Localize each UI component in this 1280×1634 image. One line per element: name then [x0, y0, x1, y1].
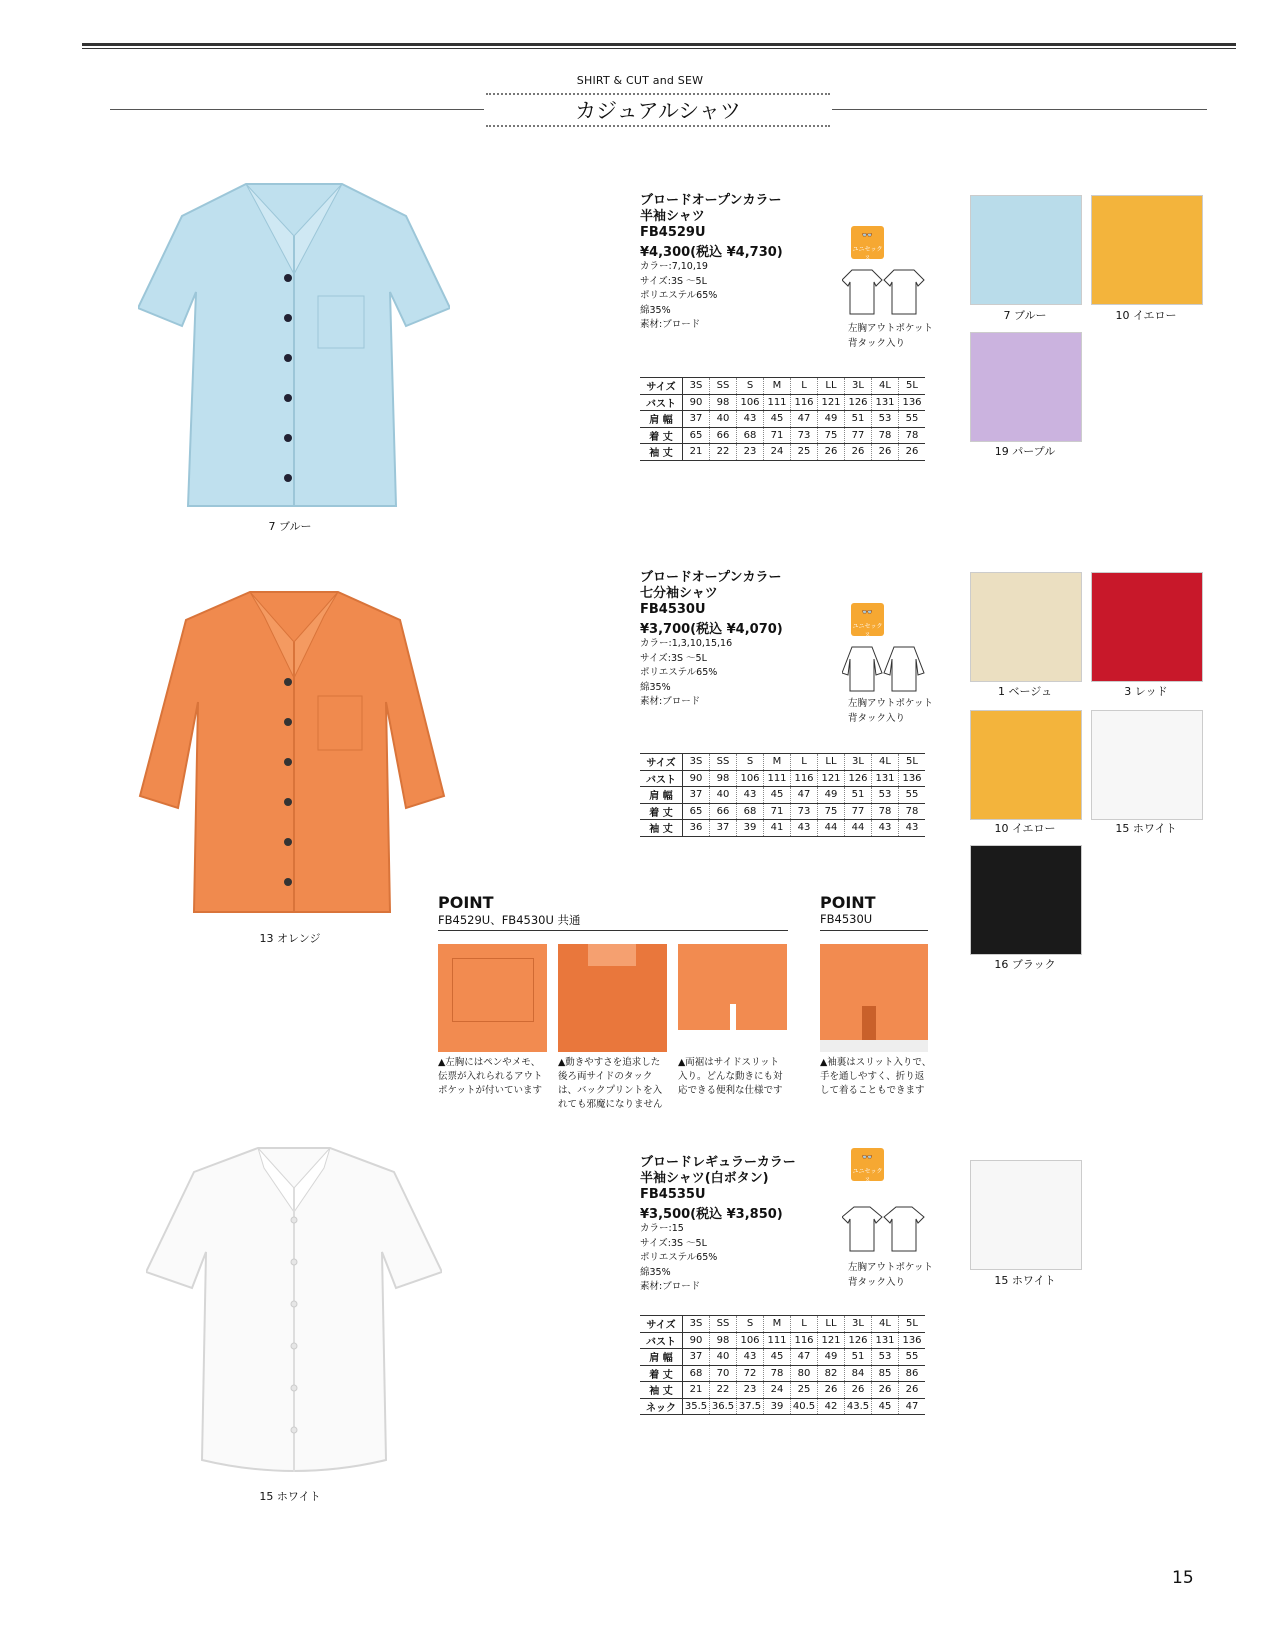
product-price: ¥3,500(税込 ¥3,850) — [640, 1207, 783, 1222]
shirt-white-short-sleeve-icon — [146, 1142, 442, 1476]
spec-material2: 綿35% — [640, 304, 671, 316]
spec-fabric: 素材:ブロード — [640, 696, 701, 707]
product-name-line1: ブロードレギュラーカラー — [640, 1155, 796, 1170]
page-title: カジュアルシャツ — [575, 99, 741, 123]
product-info-fb4530u — [640, 570, 783, 710]
product-code: FB4530U — [640, 602, 706, 617]
swatch-label: 3 レッド — [1124, 685, 1168, 698]
spec-material1: ポリエステル65% — [640, 1252, 718, 1263]
swatch-label: 15 ホワイト — [1115, 822, 1177, 835]
size-table-fb4529u: サイズ 3S SS S M L LL 3L 4L 5L バスト 90 98 106 111 116 121 126 131 136 肩 幅 37 40 43 45 47 49 51 53 55 着 丈 65 66 68 71 73 75 77 78 78 袖 丈 21 22 23 24 25 26 26 26 26 — [640, 377, 925, 461]
product-name-line2: 半袖シャツ(白ボタン) — [640, 1171, 769, 1186]
spec-material2: 綿35% — [640, 1266, 671, 1278]
spec-material2: 綿35% — [640, 681, 671, 693]
product-name-line1: ブロードオープンカラー — [640, 570, 782, 585]
title-dots-bottom — [486, 125, 830, 127]
swatch-label: 10 イエロー — [994, 822, 1056, 835]
point-caption-2: ▲動きやすさを追求した後ろ両サイドのタックは、バックプリントを入れても邪魔になりません — [558, 1057, 663, 1110]
product-name-line2: 七分袖シャツ — [640, 586, 718, 601]
point-rule — [438, 930, 788, 931]
spec-fabric: 素材:ブロード — [640, 1281, 701, 1292]
product-info-fb4529u — [640, 193, 783, 333]
unisex-icon: 👓 ユニセックス — [851, 603, 884, 636]
shirt-sketch-icon — [842, 266, 930, 316]
point-photo-pocket — [438, 944, 547, 1052]
spec-size: サイズ:3S ～5L — [640, 1237, 707, 1249]
swatch-label: 19 パープル — [994, 445, 1056, 458]
swatch-label: 7 ブルー — [1003, 309, 1047, 322]
point-photo-slit — [678, 944, 787, 1052]
swatch-label: 10 イエロー — [1115, 309, 1177, 322]
product-code: FB4535U — [640, 1187, 706, 1202]
spec-size: サイズ:3S ～5L — [640, 652, 707, 664]
point-subtitle: FB4529U、FB4530U 共通 — [438, 913, 581, 927]
spec-fabric: 素材:ブロード — [640, 319, 701, 330]
product-code: FB4529U — [640, 225, 706, 240]
swatch-label: 15 ホワイト — [994, 1274, 1056, 1287]
size-table-fb4535u: サイズ 3S SS S M L LL 3L 4L 5L バスト 90 98 106 111 116 121 126 131 136 肩 幅 37 40 43 45 47 49 51 53 55 着 丈 68 70 72 78 80 82 84 85 86 袖 丈 21 22 23 24 25 26 26 26 26 ネック 35.5 36.5 37.5 39 40.5 42 43.5 45 47 — [640, 1315, 925, 1415]
swatch-red[interactable] — [1091, 572, 1203, 682]
spec-material1: ポリエステル65% — [640, 290, 718, 301]
shirt-three-quarter-sleeve-icon — [138, 586, 448, 916]
product-photo-fb4529u — [138, 176, 450, 510]
sketch-note: 左胸アウトポケット 背タック入り — [848, 323, 934, 349]
point-photo-back — [558, 944, 667, 1052]
point-caption-1: ▲左胸にはペンやメモ、伝票が入れられるアウトポケットが付いています — [438, 1057, 543, 1096]
section-subtitle: SHIRT & CUT and SEW — [576, 74, 704, 87]
point-caption-3: ▲両裾はサイドスリット入り。どんな動きにも対応できる便利な仕様です — [678, 1057, 783, 1096]
product-price: ¥3,700(税込 ¥4,070) — [640, 622, 783, 637]
spec-color: カラー:7,10,19 — [640, 261, 708, 272]
swatch-purple[interactable] — [970, 332, 1082, 442]
page-number: 15 — [1172, 1568, 1194, 1588]
title-rule-left — [110, 109, 484, 110]
point-rule — [820, 930, 928, 931]
swatch-yellow[interactable] — [1091, 195, 1203, 305]
point-subtitle: FB4530U — [820, 912, 873, 926]
swatch-yellow[interactable] — [970, 710, 1082, 820]
title-rule-right — [832, 109, 1207, 110]
sketch-note: 左胸アウトポケット 背タック入り — [848, 1262, 934, 1288]
shirt-sketch-icon — [842, 1203, 930, 1253]
shirt-short-sleeve-icon — [138, 176, 450, 510]
point-title: POINT — [438, 893, 494, 912]
point-title: POINT — [820, 893, 876, 912]
spec-size: サイズ:3S ～5L — [640, 275, 707, 287]
unisex-icon: 👓 ユニセックス — [851, 1148, 884, 1181]
swatch-beige[interactable] — [970, 572, 1082, 682]
spec-color: カラー:15 — [640, 1223, 684, 1234]
swatch-blue[interactable] — [970, 195, 1082, 305]
main-caption: 15 ホワイト — [259, 1490, 321, 1503]
spec-color: カラー:1,3,10,15,16 — [640, 638, 733, 649]
swatch-white[interactable] — [970, 1160, 1082, 1270]
spec-material1: ポリエステル65% — [640, 667, 718, 678]
point-caption-sleeve: ▲袖裏はスリット入りで、手を通しやすく、折り返して着ることもできます — [820, 1057, 932, 1096]
top-rule — [82, 43, 1236, 46]
size-table-fb4530u: サイズ 3S SS S M L LL 3L 4L 5L バスト 90 98 106 111 116 121 126 131 136 肩 幅 37 40 43 45 47 49 51 53 55 着 丈 65 66 68 71 73 75 77 78 78 袖 丈 36 37 39 41 43 44 44 43 43 — [640, 753, 925, 837]
product-photo-fb4530u — [138, 586, 448, 916]
swatch-white[interactable] — [1091, 710, 1203, 820]
point-photo-sleeve — [820, 944, 928, 1052]
main-caption: 7 ブルー — [268, 520, 312, 533]
product-info-fb4535u — [640, 1155, 796, 1295]
swatch-black[interactable] — [970, 845, 1082, 955]
swatch-label: 16 ブラック — [994, 958, 1056, 971]
top-rule-thin — [82, 48, 1236, 49]
sketch-note: 左胸アウトポケット 背タック入り — [848, 698, 934, 724]
product-photo-fb4535u — [146, 1142, 442, 1476]
product-price: ¥4,300(税込 ¥4,730) — [640, 245, 783, 260]
unisex-icon: 👓 ユニセックス — [851, 226, 884, 259]
product-name-line2: 半袖シャツ — [640, 209, 705, 224]
product-name-line1: ブロードオープンカラー — [640, 193, 782, 208]
shirt-sketch-icon — [842, 643, 930, 693]
swatch-label: 1 ベージュ — [997, 685, 1053, 698]
main-caption: 13 オレンジ — [259, 932, 321, 945]
